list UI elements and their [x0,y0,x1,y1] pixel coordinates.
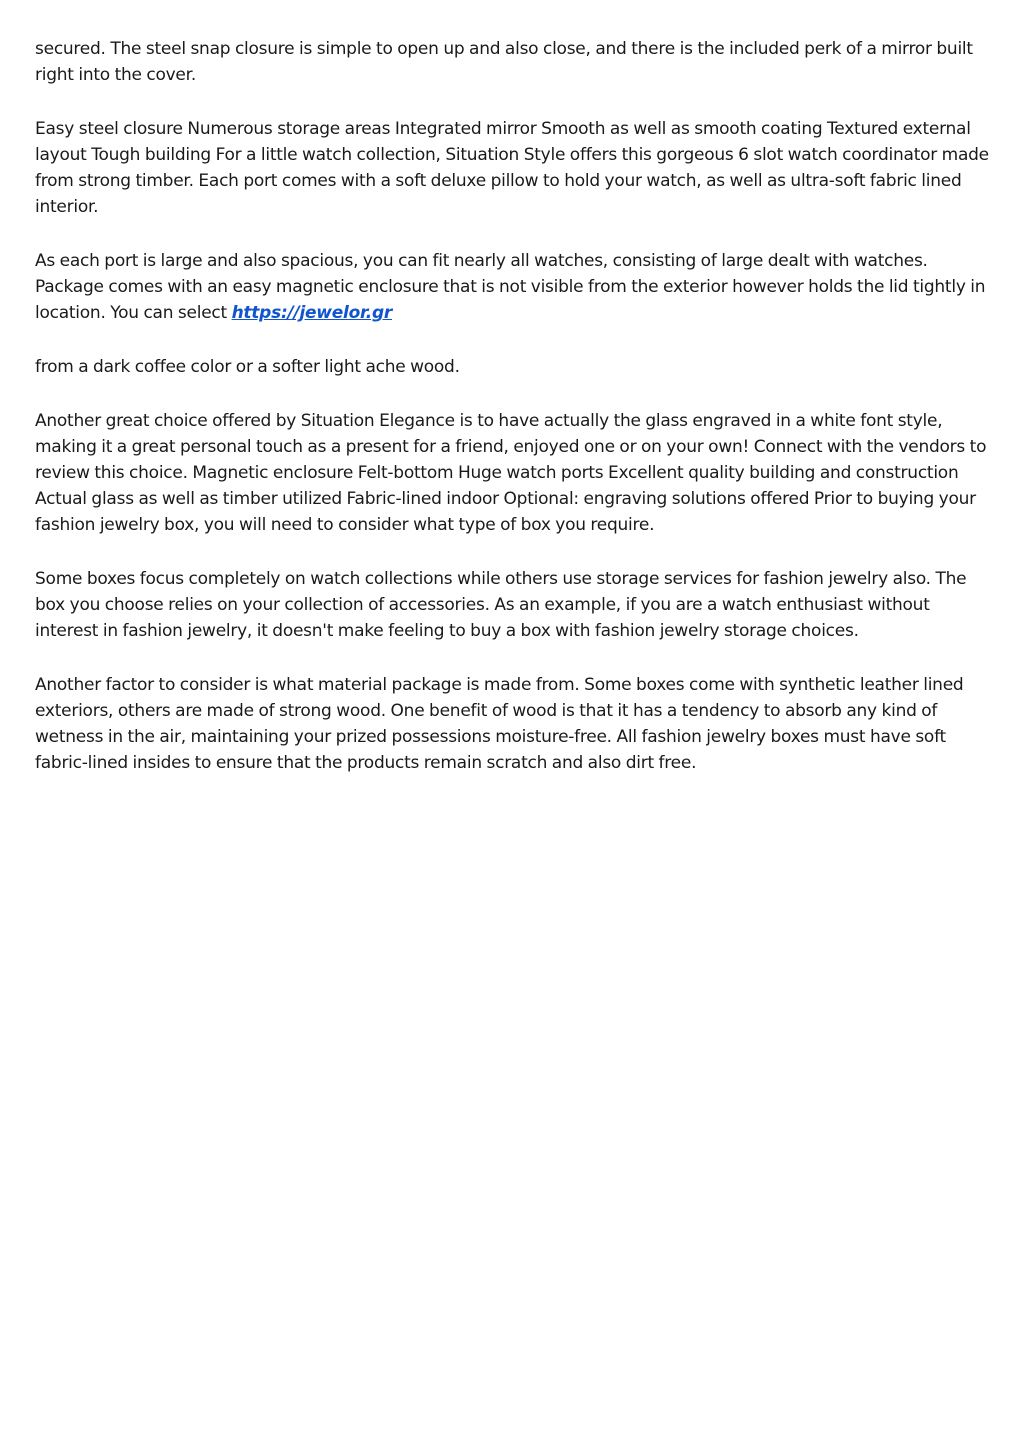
paragraph-6: Some boxes focus completely on watch collections while others use storage services for fashion jewelry also. The box you choose relies on your collection of accessories. As an example, if you are a watch enthusiast without interest in fashion jewelry, it doesn't make feeling to buy a box with fashion jewelry storage choices. [35,569,967,641]
paragraph-3 [35,248,995,326]
document-body [35,36,995,804]
paragraph-3-text: As each port is large and also spacious, you can fit nearly all watches, consisting of large dealt with watches. Package comes with an easy magnetic enclosure that is not visible from the exterior however holds the lid tightly in location. You can select [35,251,986,323]
paragraph-1: secured. The steel snap closure is simple to open up and also close, and there is the included perk of a mirror built right into the cover. [35,39,973,85]
jewelor-link[interactable]: https://jewelor.gr [231,303,393,323]
paragraph-5: Another great choice offered by Situation Elegance is to have actually the glass engraved in a white font style, making it a great personal touch as a present for a friend, enjoyed one or on your own! Connect with the vendors to review this choice. Magnetic enclosure Felt-bottom Huge watch ports Excellent quality building and construction Actual glass as well as timber utilized Fabric-lined indoor Optional: engraving solutions offered Prior to buying your fashion jewelry box, you will need to consider what type of box you require. [35,411,987,535]
paragraph-4: from a dark coffee color or a softer light ache wood. [35,357,460,377]
paragraph-2: Easy steel closure Numerous storage areas Integrated mirror Smooth as well as smooth coating Textured external layout Tough building For a little watch collection, Situation Style offers this gorgeous 6 slot watch coordinator made from strong timber. Each port comes with a soft deluxe pillow to hold your watch, as well as ultra-soft fabric lined interior. [35,119,989,217]
paragraph-7: Another factor to consider is what material package is made from. Some boxes come with synthetic leather lined exteriors, others are made of strong wood. One benefit of wood is that it has a tendency to absorb any kind of wetness in the air, maintaining your prized possessions moisture-free. All fashion jewelry boxes must have soft fabric-lined insides to ensure that the products remain scratch and also dirt free. [35,675,964,773]
